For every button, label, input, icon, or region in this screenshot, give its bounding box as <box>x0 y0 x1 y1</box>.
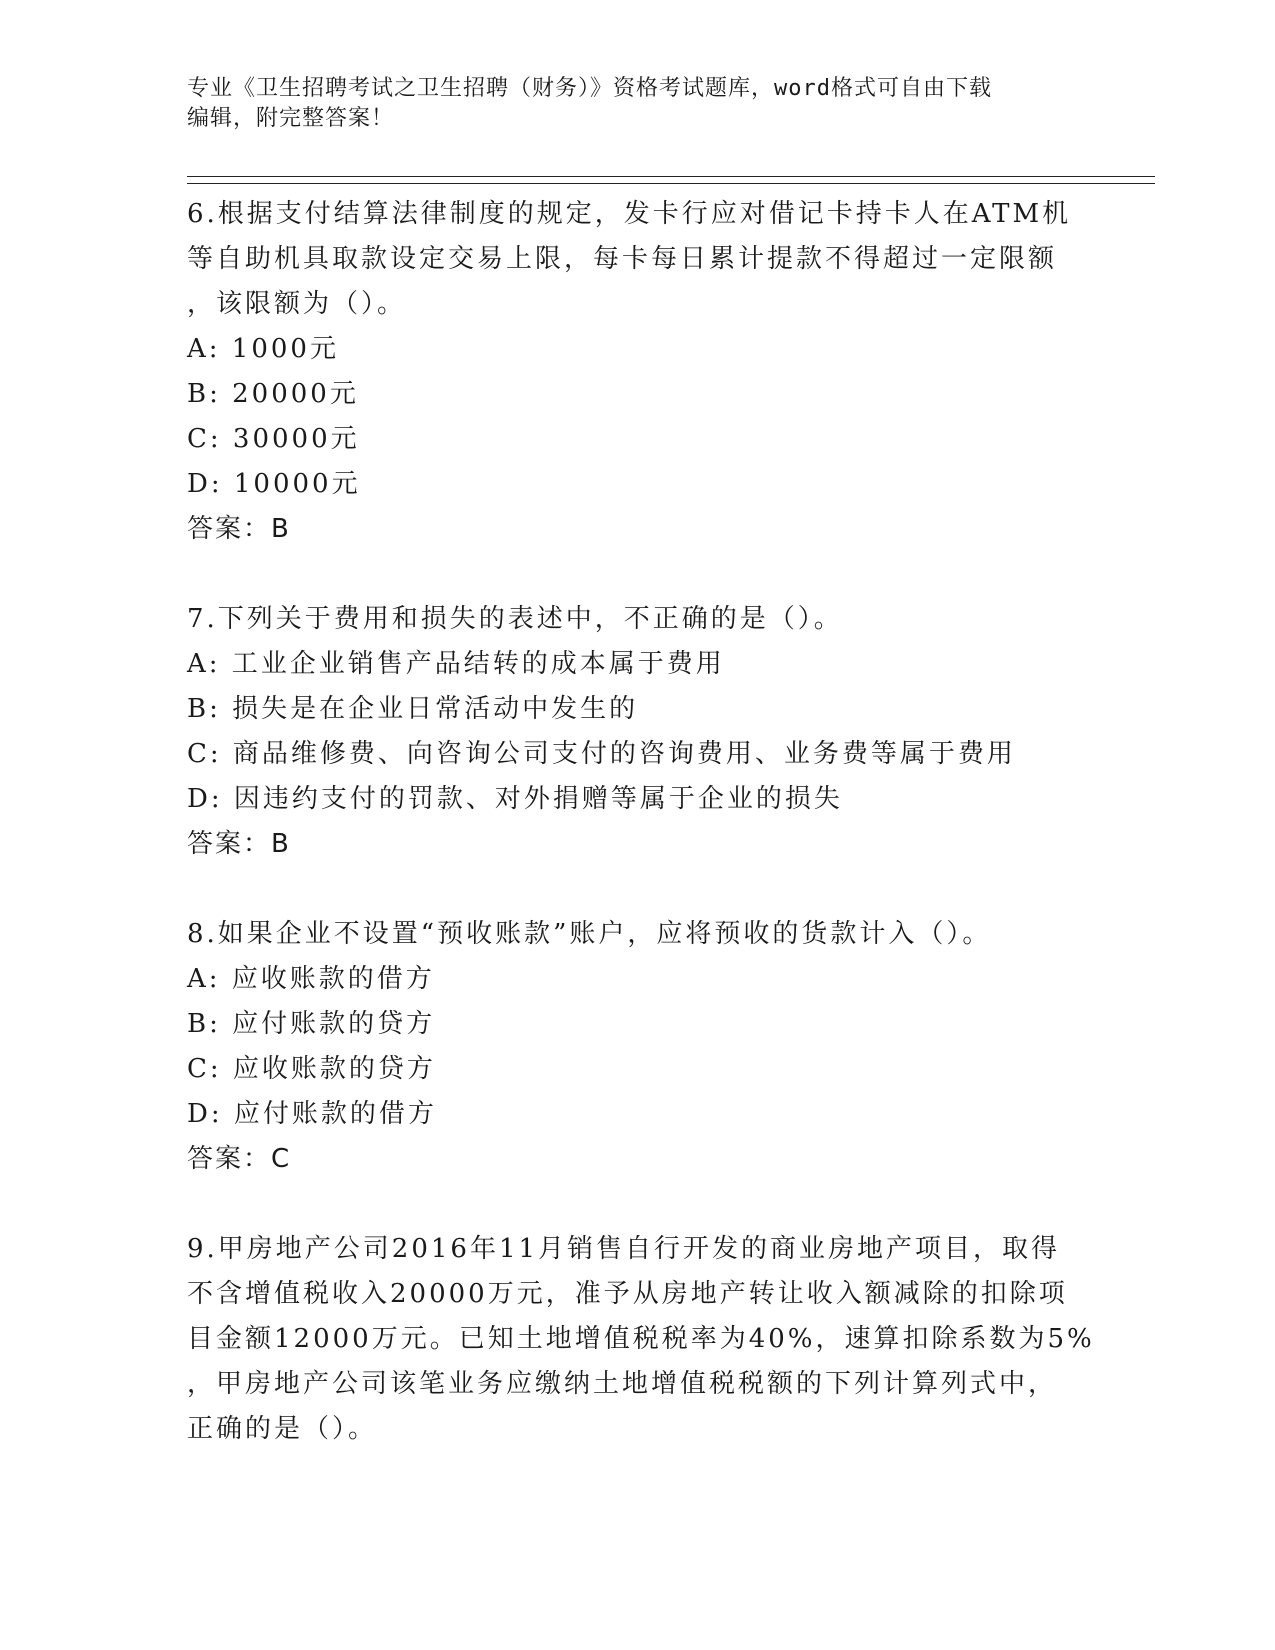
answer-key: 答案：B <box>187 829 291 859</box>
question-stem-line: 不含增值税收入20000万元，准予从房地产转让收入额减除的扣除项 <box>187 1279 1068 1309</box>
answer-option: C: 商品维修费、向咨询公司支付的咨询费用、业务费等属于费用 <box>187 739 1016 769</box>
answer-option: A: 1000元 <box>187 334 339 364</box>
question-stem <box>187 1227 1095 1452</box>
answer-option: A: 应收账款的借方 <box>187 964 435 994</box>
option-list <box>187 957 1087 1137</box>
question-stem-line: 9.甲房地产公司2016年11月销售自行开发的商业房地产项目，取得 <box>187 1234 1061 1264</box>
answer-option: C: 30000元 <box>187 424 360 454</box>
answer-option: D: 应付账款的借方 <box>187 1099 437 1129</box>
option-list <box>187 642 1087 822</box>
answer-option: D: 因违约支付的罚款、对外捐赠等属于企业的损失 <box>187 784 843 814</box>
question-stem <box>187 597 1087 642</box>
question-stem-line: 正确的是（）。 <box>187 1414 378 1444</box>
question-list <box>187 192 1095 1452</box>
header-divider-bottom <box>187 183 1155 184</box>
question-stem-line: 7.下列关于费用和损失的表述中，不正确的是（）。 <box>187 604 843 634</box>
question-stem-line: 8.如果企业不设置“预收账款”账户，应将预收的货款计入（）。 <box>187 919 992 949</box>
question-block <box>187 1227 1095 1452</box>
answer-option: B: 损失是在企业日常活动中发生的 <box>187 694 639 724</box>
answer-key: 答案：B <box>187 514 291 544</box>
answer-key: 答案：C <box>187 1144 292 1174</box>
question-block <box>187 597 1087 867</box>
question-stem <box>187 192 1087 327</box>
question-block <box>187 912 1087 1182</box>
document-header <box>187 74 1067 134</box>
header-line-2: 编辑，附完整答案！ <box>187 106 395 131</box>
option-list <box>187 327 1087 507</box>
header-divider-top <box>187 176 1155 177</box>
answer-option: B: 应付账款的贷方 <box>187 1009 436 1039</box>
question-stem-line: ，甲房地产公司该笔业务应缴纳土地增值税税额的下列计算列式中， <box>187 1369 1058 1399</box>
answer-option: D: 10000元 <box>187 469 361 499</box>
question-stem <box>187 912 1087 957</box>
question-block <box>187 192 1087 552</box>
question-stem-line: 目金额12000万元。已知土地增值税税率为40%，速算扣除系数为5% <box>187 1324 1095 1354</box>
question-stem-line: 等自助机具取款设定交易上限，每卡每日累计提款不得超过一定限额 <box>187 244 1058 274</box>
answer-option: B: 20000元 <box>187 379 359 409</box>
header-line-1: 专业《卫生招聘考试之卫生招聘（财务）》资格考试题库，word格式可自由下载 <box>187 76 992 101</box>
question-stem-line: ，该限额为（）。 <box>187 289 407 319</box>
answer-option: C: 应收账款的贷方 <box>187 1054 436 1084</box>
question-stem-line: 6.根据支付结算法律制度的规定，发卡行应对借记卡持卡人在ATM机 <box>187 199 1072 229</box>
answer-option: A: 工业企业销售产品结转的成本属于费用 <box>187 649 725 679</box>
